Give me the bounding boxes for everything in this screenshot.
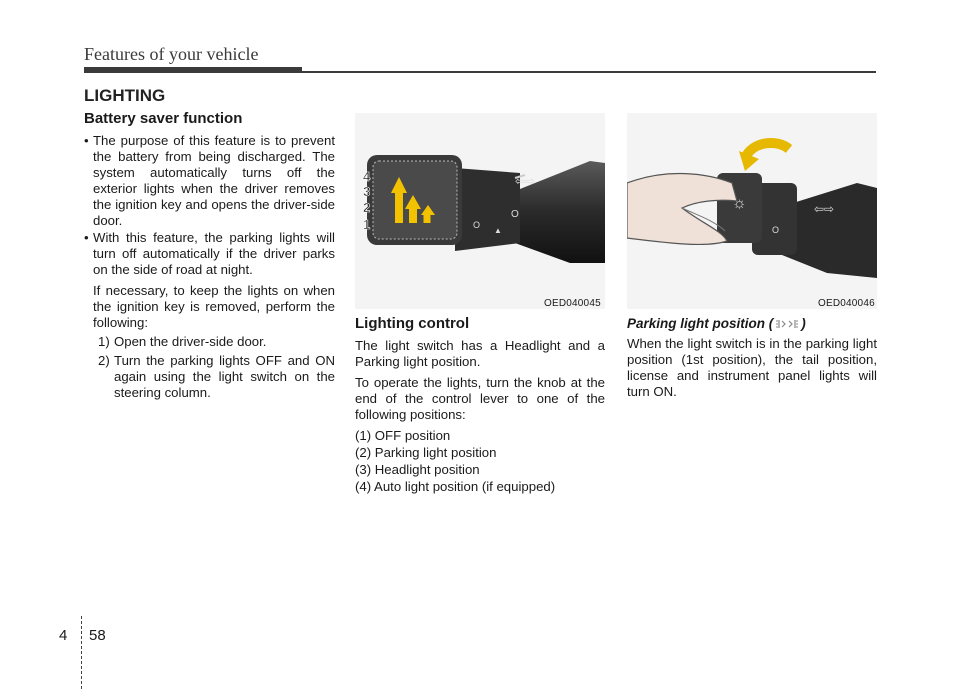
svg-text:⇦⇨: ⇦⇨ bbox=[814, 202, 835, 216]
position-label-1: 1 bbox=[363, 217, 371, 232]
step-text: Open the driver-side door. bbox=[114, 334, 267, 349]
step-text: Turn the parking lights OFF and ON again using the light switch on the steering column. bbox=[114, 353, 335, 400]
battery-bullet-2: • With this feature, the parking lights will turn off automatically if the driver parks on the side of road at night. bbox=[70, 230, 335, 278]
figure-light-switch-positions bbox=[355, 113, 605, 309]
step-number: 1) bbox=[98, 334, 110, 349]
parking-heading-text: Parking light position ( bbox=[627, 316, 774, 331]
header-title: Features of your vehicle bbox=[84, 44, 259, 64]
svg-text:▲: ▲ bbox=[494, 226, 502, 235]
position-item: (4) Auto light position (if equipped) bbox=[355, 479, 556, 494]
battery-step-2 bbox=[70, 353, 335, 401]
chapter-number: 4 bbox=[59, 627, 68, 644]
position-item: (1) OFF position bbox=[355, 428, 451, 443]
header-rule bbox=[302, 71, 876, 73]
position-item: (3) Headlight position bbox=[355, 462, 480, 477]
position-label-3: 3 bbox=[363, 184, 371, 199]
figure-parking-light-knob bbox=[627, 113, 877, 309]
parking-light-icon bbox=[776, 318, 798, 330]
figure-code: OED040046 bbox=[818, 298, 875, 309]
section-title: LIGHTING bbox=[84, 86, 166, 105]
lighting-control-column bbox=[355, 316, 605, 496]
svg-text:O: O bbox=[473, 220, 481, 230]
battery-bullet-1: • The purpose of this feature is to prevent the battery from being discharged. The system automatically turns off the exterior lights when the driver removes the ignition key and opens the driver-side door. bbox=[70, 133, 335, 229]
battery-paragraph: If necessary, to keep the lights on when the ignition key is removed, perform the following: bbox=[93, 283, 335, 330]
svg-text:⇦⇨: ⇦⇨ bbox=[515, 174, 536, 188]
figure-code: OED040045 bbox=[544, 298, 601, 309]
parking-light-text: When the light switch is in the parking light position (1st position), the tail position, license and instrument panel lights will turn ON. bbox=[627, 336, 877, 399]
lighting-control-heading: Lighting control bbox=[355, 315, 470, 332]
battery-step-1 bbox=[70, 334, 335, 350]
battery-saver-heading: Battery saver function bbox=[84, 110, 243, 127]
hand-turning-knob-illustration bbox=[627, 113, 877, 309]
svg-text:☼: ☼ bbox=[732, 195, 747, 212]
header-bar bbox=[84, 67, 302, 73]
battery-saver-column bbox=[70, 111, 335, 401]
step-number: 2) bbox=[98, 353, 110, 368]
svg-text:O: O bbox=[511, 209, 519, 220]
parking-light-column bbox=[627, 316, 877, 400]
page-number: 58 bbox=[89, 627, 106, 644]
parking-heading-close: ) bbox=[801, 316, 806, 331]
lighting-control-para-1: The light switch has a Headlight and a Parking light position. bbox=[355, 338, 605, 369]
position-label-4: 4 bbox=[363, 169, 371, 184]
svg-text:O: O bbox=[772, 225, 780, 235]
light-switch-illustration bbox=[355, 113, 605, 309]
position-item: (2) Parking light position bbox=[355, 445, 497, 460]
page-divider bbox=[81, 616, 82, 689]
parking-light-heading bbox=[627, 316, 877, 332]
position-label-2: 2 bbox=[363, 200, 371, 215]
lighting-control-para-2: To operate the lights, turn the knob at the end of the control lever to one of the following positions: bbox=[355, 375, 605, 422]
